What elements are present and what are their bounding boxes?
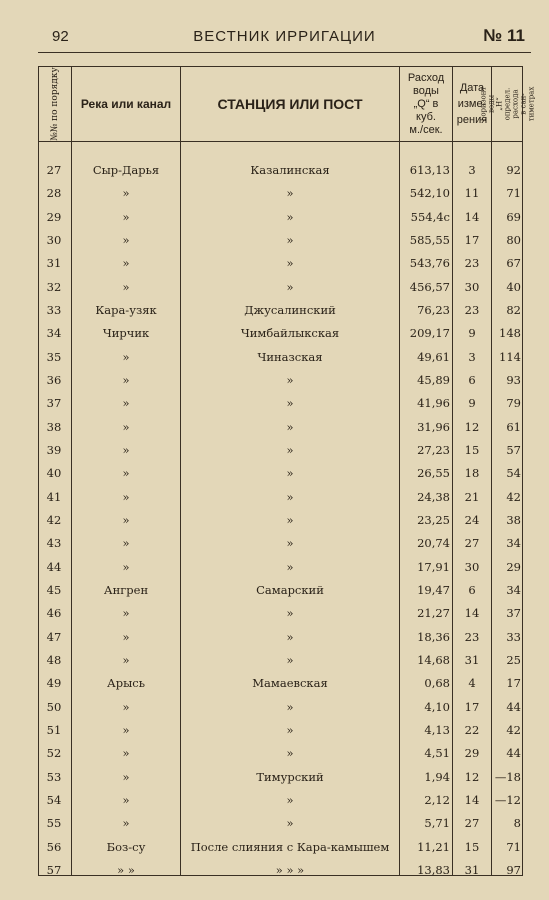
cell-station: Казалинская (250, 163, 330, 177)
cell-flow: 19,47 (417, 582, 450, 597)
header-level: Горизонт воды „Н“ определ. расхода в сан- тиметрах (479, 86, 536, 122)
table-row (39, 416, 522, 439)
cell-station: » (286, 722, 294, 737)
table-row (39, 322, 522, 345)
cell-station: » (286, 256, 294, 271)
cell-num: 32 (46, 279, 62, 294)
cell-level: 92 (506, 163, 521, 177)
cell-date: 3 (468, 163, 476, 177)
cell-flow: 11,21 (417, 839, 450, 854)
cell-river: » (122, 256, 130, 271)
cell-level: 29 (506, 559, 521, 574)
table-row (39, 532, 522, 555)
cell-flow: 31,96 (417, 419, 450, 434)
cell-flow: 27,23 (417, 442, 450, 457)
table-row (39, 859, 522, 882)
cell-date: 17 (464, 232, 480, 247)
cell-flow: 17,91 (417, 559, 450, 574)
table-row (39, 719, 522, 742)
cell-num: 46 (46, 606, 62, 621)
header-rule (38, 52, 531, 53)
cell-date: 15 (464, 442, 480, 457)
cell-river: » (122, 746, 130, 761)
cell-station: » (286, 442, 294, 457)
cell-river: Сыр-Дарья (92, 163, 160, 177)
cell-num: 45 (46, 582, 62, 597)
table-row (39, 252, 522, 275)
cell-date: 29 (464, 746, 480, 761)
table-row (39, 556, 522, 579)
cell-station: Чиназская (257, 349, 323, 364)
cell-date: 12 (464, 769, 480, 784)
cell-river: » (122, 232, 130, 247)
cell-date: 14 (464, 606, 480, 621)
table-row (39, 672, 522, 695)
cell-river: » (122, 629, 130, 644)
cell-date: 23 (464, 629, 480, 644)
cell-level: —12 (494, 792, 521, 807)
cell-level: 67 (506, 256, 521, 271)
cell-flow: 4,51 (424, 746, 450, 761)
cell-num: 38 (46, 419, 62, 434)
cell-flow: 20,74 (417, 536, 450, 551)
cell-river: » (122, 699, 130, 714)
table-row (39, 392, 522, 415)
cell-level: 54 (506, 466, 521, 481)
table-row (39, 346, 522, 369)
table-row (39, 276, 522, 299)
cell-station: » (286, 489, 294, 504)
table-row (39, 602, 522, 625)
cell-num: 34 (46, 326, 62, 341)
cell-num: 40 (46, 466, 62, 481)
cell-date: 30 (464, 279, 480, 294)
cell-num: 56 (46, 839, 62, 854)
cell-num: 37 (46, 396, 62, 411)
cell-date: 27 (464, 816, 480, 831)
table-row (39, 486, 522, 509)
cell-num: 29 (46, 209, 62, 224)
cell-river: » (122, 209, 130, 224)
table-row (39, 439, 522, 462)
cell-date: 17 (464, 699, 480, 714)
cell-num: 42 (46, 512, 62, 527)
cell-station: » (286, 746, 294, 761)
cell-level: 71 (506, 186, 521, 201)
cell-river: Чирчик (102, 326, 150, 341)
cell-river: Арысь (107, 676, 145, 691)
cell-station: » (286, 186, 294, 201)
cell-date: 14 (464, 792, 480, 807)
cell-level: 82 (506, 302, 521, 317)
table-row (39, 229, 522, 252)
cell-level: 93 (506, 372, 521, 387)
table-row (39, 836, 522, 859)
table-body (39, 159, 522, 882)
cell-date: 23 (464, 256, 480, 271)
table-header (39, 67, 536, 142)
page-header (40, 26, 529, 50)
cell-river: » (122, 349, 130, 364)
cell-flow: 585,55 (409, 232, 450, 247)
journal-title: ВЕСТНИК ИРРИГАЦИИ (193, 28, 376, 45)
cell-num: 28 (46, 186, 62, 201)
cell-num: 27 (46, 163, 62, 177)
cell-num: 35 (46, 349, 62, 364)
cell-num: 39 (46, 442, 62, 457)
cell-station: » (286, 629, 294, 644)
table-row (39, 462, 522, 485)
cell-station: » (286, 792, 294, 807)
cell-level: 71 (506, 839, 521, 854)
cell-flow: 23,25 (417, 512, 450, 527)
header-date: Дата изме- рения (456, 82, 488, 126)
cell-flow: 613,13 (409, 163, 450, 177)
cell-river: » (122, 186, 130, 201)
cell-river: » (122, 769, 130, 784)
cell-num: 31 (46, 256, 62, 271)
cell-level: 69 (506, 209, 521, 224)
cell-level: 8 (513, 816, 521, 831)
cell-station: » (286, 279, 294, 294)
cell-river: » (122, 792, 130, 807)
cell-level: 34 (506, 536, 521, 551)
cell-num: 41 (46, 489, 62, 504)
cell-num: 53 (46, 769, 62, 784)
cell-level: 42 (506, 722, 521, 737)
cell-station: Тимурский (256, 769, 324, 784)
cell-station: Мамаевская (252, 676, 328, 691)
cell-river: » (122, 652, 130, 667)
cell-flow: 542,10 (409, 186, 450, 201)
cell-level: 44 (506, 699, 521, 714)
cell-flow: 456,57 (409, 279, 450, 294)
cell-date: 12 (464, 419, 480, 434)
cell-date: 18 (464, 466, 480, 481)
cell-date: 3 (468, 349, 476, 364)
cell-num: 54 (46, 792, 62, 807)
cell-river: » (122, 279, 130, 294)
cell-river: » (122, 466, 130, 481)
table-row (39, 789, 522, 812)
cell-station: » (286, 396, 294, 411)
cell-level: 40 (506, 279, 521, 294)
cell-num: 43 (46, 536, 62, 551)
cell-date: 31 (464, 652, 480, 667)
cell-num: 47 (46, 629, 62, 644)
cell-station: » (286, 466, 294, 481)
cell-flow: 13,83 (417, 862, 450, 877)
cell-station: Самарский (256, 582, 324, 597)
table-row (39, 579, 522, 602)
cell-river: » (122, 372, 130, 387)
data-table (38, 66, 536, 877)
cell-date: 15 (464, 839, 480, 854)
cell-date: 21 (464, 489, 480, 504)
cell-date: 9 (468, 396, 476, 411)
cell-flow: 4,13 (424, 722, 450, 737)
cell-date: 22 (464, 722, 480, 737)
cell-river: Боз-су (106, 839, 146, 854)
cell-river: » (122, 442, 130, 457)
cell-flow: 543,76 (409, 256, 450, 271)
cell-flow: 24,38 (417, 489, 450, 504)
header-river: Река или канал (80, 97, 172, 111)
cell-level: 33 (506, 629, 521, 644)
cell-flow: 209,17 (409, 326, 450, 341)
cell-flow: 1,94 (424, 769, 450, 784)
cell-date: 11 (464, 186, 480, 201)
cell-level: 148 (499, 326, 521, 341)
cell-num: 51 (46, 722, 62, 737)
cell-station: » (286, 232, 294, 247)
cell-station: » » » (275, 862, 305, 877)
cell-level: 37 (506, 606, 521, 621)
cell-station: » (286, 512, 294, 527)
cell-station: Чимбайлыкская (240, 326, 340, 341)
cell-date: 23 (464, 302, 480, 317)
cell-flow: 2,12 (424, 792, 450, 807)
cell-river: Кара-узяк (95, 302, 157, 317)
cell-level: 114 (499, 349, 521, 364)
table-row (39, 299, 522, 322)
table-row (39, 159, 522, 182)
cell-station: » (286, 372, 294, 387)
cell-date: 30 (464, 559, 480, 574)
cell-flow: 554,4с (410, 209, 450, 224)
cell-date: 6 (468, 582, 476, 597)
cell-date: 14 (464, 209, 480, 224)
cell-flow: 21,27 (417, 606, 450, 621)
cell-station: » (286, 699, 294, 714)
cell-station: » (286, 816, 294, 831)
cell-flow: 49,61 (417, 349, 450, 364)
cell-num: 33 (46, 302, 62, 317)
table-row (39, 649, 522, 672)
cell-station: » (286, 209, 294, 224)
cell-level: 34 (506, 582, 521, 597)
cell-num: 50 (46, 699, 62, 714)
cell-level: 17 (506, 676, 521, 691)
cell-station: » (286, 419, 294, 434)
table-row (39, 626, 522, 649)
header-flow: Расход воды „Q“ в куб. м./сек. (407, 71, 445, 136)
table-row (39, 509, 522, 532)
table-row (39, 369, 522, 392)
cell-station: Джусалинский (244, 302, 336, 317)
cell-river: » (122, 559, 130, 574)
cell-date: 31 (464, 862, 480, 877)
cell-date: 6 (468, 372, 476, 387)
cell-flow: 14,68 (417, 652, 450, 667)
cell-num: 48 (46, 652, 62, 667)
cell-num: 57 (46, 862, 62, 877)
cell-level: 80 (506, 232, 521, 247)
cell-level: 61 (506, 419, 521, 434)
cell-river: » (122, 816, 130, 831)
cell-level: 38 (506, 512, 521, 527)
cell-river: Ангрен (103, 582, 149, 597)
table-row (39, 182, 522, 205)
cell-flow: 18,36 (417, 629, 450, 644)
cell-river: » (122, 396, 130, 411)
cell-num: 36 (46, 372, 62, 387)
header-station: СТАНЦИЯ ИЛИ ПОСТ (217, 96, 363, 112)
cell-date: 24 (464, 512, 480, 527)
cell-date: 4 (468, 676, 476, 691)
cell-station: » (286, 606, 294, 621)
cell-river: » (122, 512, 130, 527)
cell-flow: 41,96 (417, 396, 450, 411)
cell-river: » (122, 722, 130, 737)
table-row (39, 206, 522, 229)
cell-flow: 5,71 (424, 816, 450, 831)
cell-flow: 26,55 (417, 466, 450, 481)
issue-number: № 11 (483, 26, 525, 45)
cell-date: 27 (464, 536, 480, 551)
cell-river: » (122, 419, 130, 434)
cell-num: 44 (46, 559, 62, 574)
cell-num: 55 (46, 816, 62, 831)
cell-river: » » (117, 862, 135, 877)
cell-station: » (286, 536, 294, 551)
cell-flow: 45,89 (417, 372, 450, 387)
cell-level: 97 (506, 862, 521, 877)
cell-level: 79 (506, 396, 521, 411)
cell-flow: 0,68 (424, 676, 450, 691)
header-number: №№ по порядку (50, 67, 60, 141)
cell-level: —18 (494, 769, 521, 784)
cell-level: 57 (506, 442, 521, 457)
cell-level: 25 (506, 652, 521, 667)
cell-flow: 76,23 (417, 302, 450, 317)
cell-river: » (122, 489, 130, 504)
cell-num: 49 (46, 676, 62, 691)
cell-level: 42 (506, 489, 521, 504)
table-row (39, 696, 522, 719)
cell-station: » (286, 652, 294, 667)
page-number: 92 (52, 28, 69, 45)
cell-station: » (286, 559, 294, 574)
table-row (39, 766, 522, 789)
cell-num: 52 (46, 746, 62, 761)
cell-river: » (122, 606, 130, 621)
cell-station: После слияния с Кара-камышем (190, 839, 390, 854)
cell-num: 30 (46, 232, 62, 247)
cell-level: 44 (506, 746, 521, 761)
cell-flow: 4,10 (424, 699, 450, 714)
table-row (39, 742, 522, 765)
table-row (39, 812, 522, 835)
cell-river: » (122, 536, 130, 551)
cell-date: 9 (468, 326, 476, 341)
